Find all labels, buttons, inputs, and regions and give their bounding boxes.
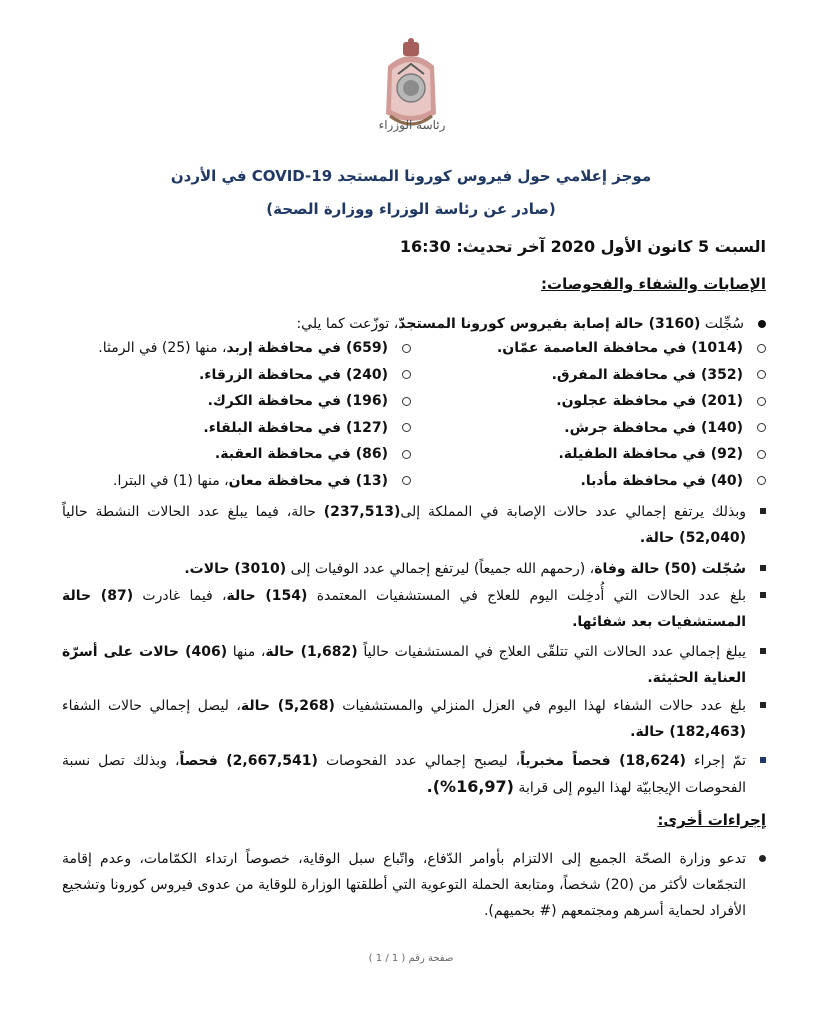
- date-line: السبت 5 كانون الأول 2020 آخر تحديث: 16:30: [399, 237, 766, 256]
- circle-bullet-icon: [402, 397, 411, 406]
- circle-bullet-icon: [757, 370, 766, 379]
- list-item: (92) في محافظة الطفيلة. (86) في محافظة العقبة.: [56, 446, 766, 473]
- circle-bullet-icon: [757, 450, 766, 459]
- recoveries-paragraph: بلغ عدد حالات الشفاء لهذا اليوم في العزل المنزلي والمستشفيات (5,268) حالة، ليصل إجمالي حالات الشفاء (182,463) حالة.: [62, 693, 766, 745]
- page-title: موجز إعلامي حول فيروس كورونا المستجد COVID-19 في الأردن: [170, 167, 652, 185]
- list-item: (1014) في محافظة العاصمة عمّان. (659) في محافظة إربد، منها (25) في الرمثا.: [56, 340, 766, 367]
- circle-bullet-icon: [402, 476, 411, 485]
- square-bullet-icon: [760, 648, 766, 654]
- tests-paragraph: تمّ إجراء (18,624) فحصاً مخبرياً، ليصبح إجمالي عدد الفحوصات (2,667,541) فحصاً، وبذلك تصل نسبة الفحوصات الإيجابيّة لهذا اليوم إلى قرابة (16,97%).: [62, 748, 766, 801]
- list-item: (40) في محافظة مأدبا. (13) في محافظة معان، منها (1) في البترا.: [56, 473, 766, 500]
- square-bullet-icon: [760, 565, 766, 571]
- list-item: (201) في محافظة عجلون. (196) في محافظة الكرك.: [56, 393, 766, 420]
- circle-bullet-icon: [757, 476, 766, 485]
- admissions-paragraph: بلغ عدد الحالات التي أُدخِلت اليوم للعلاج في المستشفيات المعتمدة (154) حالة، فيما غادرت (87) حالة المستشفيات بعد شفائها.: [62, 583, 766, 635]
- circle-bullet-icon: [402, 370, 411, 379]
- circle-bullet-icon: [757, 397, 766, 406]
- emblem-caption: رئاسة الوزراء: [378, 118, 446, 132]
- deaths-paragraph: سُجّلت (50) حالة وفاة، (رحمهم الله جميعاً) ليرتفع إجمالي عدد الوفيات إلى (3010) حالات.: [62, 556, 766, 582]
- circle-bullet-icon: [402, 450, 411, 459]
- measures-paragraph: تدعو وزارة الصحّة الجميع إلى الالتزام بأوامر الدّفاع، واتّباع سبل الوقاية، خصوصاً ارتداء الكمّامات، وعدم إقامة التجمّعات لأكثر من (20) شخصاً، ومتابعة الحملة التوعوية التي أطلقتها الوزارة للوقاية من عدوى فيروس كورونا وتشجيع الأفراد لحماية أسرهم ومجتمعهم (# بحميهم).: [62, 846, 766, 924]
- hospitalized-paragraph: يبلغ إجمالي عدد الحالات التي تتلقّى العلاج في المستشفيات حالياً (1,682) حالة، منها (406) حالات على أسرّة العناية الحثيثة.: [62, 639, 766, 691]
- section-heading-measures: إجراءات أخرى:: [657, 811, 766, 829]
- section-heading-cases: الإصابات والشفاء والفحوصات:: [541, 275, 766, 293]
- governorates-list: [56, 340, 766, 499]
- circle-bullet-icon: [757, 344, 766, 353]
- circle-bullet-icon: [402, 344, 411, 353]
- total-cases-paragraph: وبذلك يرتفع إجمالي عدد حالات الإصابة في المملكة إلى(237,513) حالة، فيما يبلغ عدد الحالات النشطة حالياً (52,040) حالة.: [62, 499, 766, 551]
- bullet-icon: [759, 855, 766, 862]
- circle-bullet-icon: [402, 423, 411, 432]
- square-bullet-icon: [760, 702, 766, 708]
- list-item: (352) في محافظة المفرق. (240) في محافظة الزرقاء.: [56, 367, 766, 394]
- page-number: صفحة رقم ( 1 / 1 ): [368, 953, 454, 964]
- circle-bullet-icon: [757, 423, 766, 432]
- list-item: (140) في محافظة جرش. (127) في محافظة البلقاء.: [56, 420, 766, 447]
- square-bullet-icon: [760, 592, 766, 598]
- cases-intro: سُجِّلت (3160) حالة إصابة بفيروس كورونا المستجدّ، توزّعت كما يلي:: [66, 316, 766, 332]
- bullet-icon: [758, 320, 766, 328]
- page-subtitle: (صادر عن رئاسة الوزراء ووزارة الصحة): [266, 200, 556, 218]
- square-bullet-icon: [760, 508, 766, 514]
- square-bullet-icon: [760, 757, 766, 763]
